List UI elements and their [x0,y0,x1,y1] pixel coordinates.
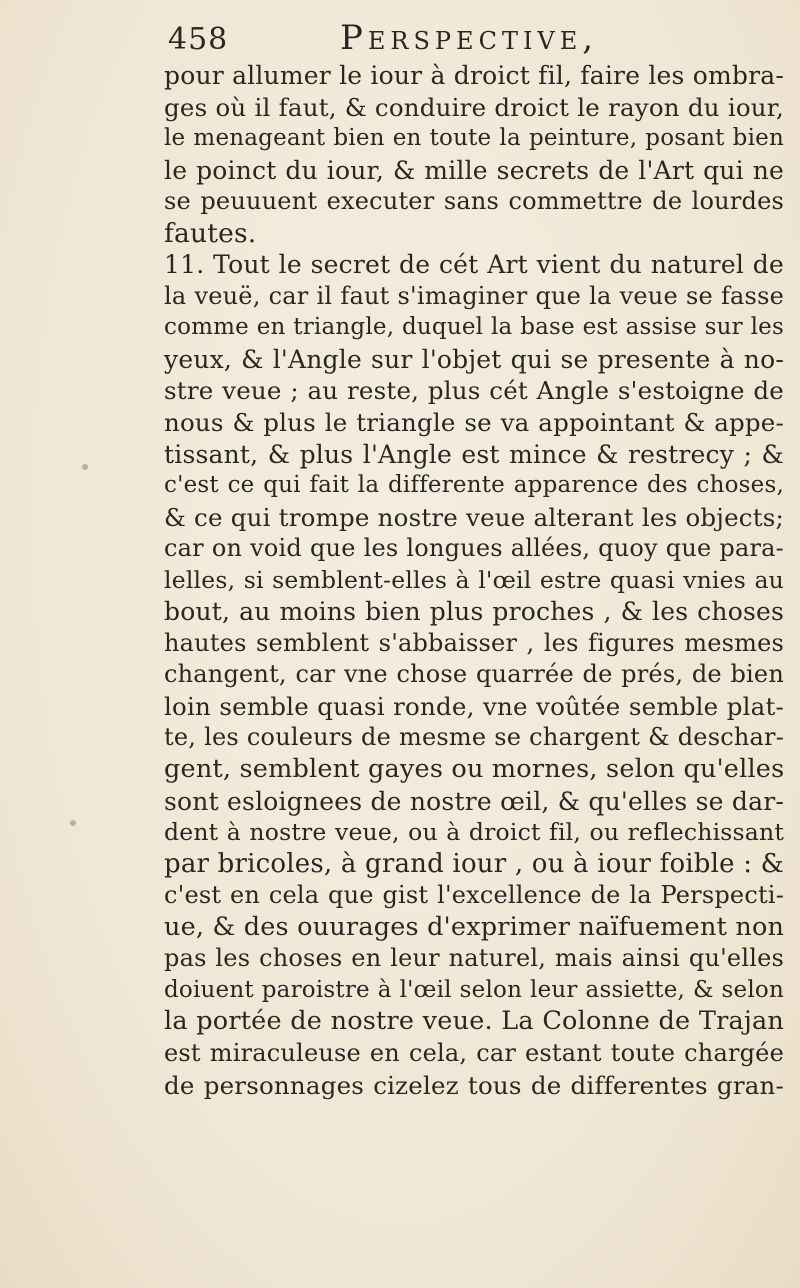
text-line: & ce qui trompe nostre veue alterant les objects; [164,502,784,532]
text-line: loin semble quasi ronde, vne voûtée semble plat- [164,691,784,721]
text-line: de personnages cizelez tous de differentes gran- [164,1070,784,1100]
text-line: te, les couleurs de mesme se chargent & deschar- [164,723,784,752]
text-line: est miraculeuse en cela, car estant toute chargée [164,1038,784,1067]
text-line: la veuë, car il faut s'imaginer que la veue se fasse [164,281,784,310]
text-line: tissant, & plus l'Angle est mince & restrecy ; & [164,439,784,469]
text-line: car on void que les longues allées, quoy que para- [164,534,784,563]
body-text [164,60,784,1101]
text-line: se peuuuent executer sans commettre de lourdes [164,187,784,216]
text-line: doiuent paroistre à l'œil selon leur assiette, & selon [164,976,784,1003]
text-line: comme en triangle, duquel la base est assise sur les [164,314,784,341]
margin-spot [70,820,76,826]
text-line: la portée de nostre veue. La Colonne de Trajan [164,1006,784,1037]
page-header [168,18,768,62]
text-line: changent, car vne chose quarrée de prés, de bien [164,660,784,689]
text-line: c'est ce qui fait la differente apparence des choses, [164,472,784,499]
paragraph-start-line: 11. Tout le secret de cét Art vient du naturel de [164,250,784,280]
text-line: fautes. [164,217,257,249]
text-line: lelles, si semblent-elles à l'œil estre quasi vnies au [164,565,784,594]
text-line: pour allumer le iour à droict fil, faire les ombra- [164,61,784,90]
text-line: le menageant bien en toute la peinture, posant bien [164,125,784,152]
text-line: gent, semblent gayes ou mornes, selon qu'elles [164,754,785,785]
text-line: hautes semblent s'abbaisser , les figures mesmes [164,628,784,657]
text-line: ges où il faut, & conduire droict le rayon du iour, [164,92,784,122]
text-line: par bricoles, à grand iour , ou à iour foible : & [164,848,784,879]
running-head: Perspective, [340,18,599,58]
page-number: 458 [168,22,229,57]
text-line: nous & plus le triangle se va appointant & appe- [164,408,784,438]
text-line: bout, au moins bien plus proches , & les choses [164,597,784,627]
text-line: pas les choses en leur naturel, mais ainsi qu'elles [164,944,784,973]
text-line: stre veue ; au reste, plus cét Angle s'estoigne de [164,376,784,406]
text-line: dent à nostre veue, ou à droict fil, ou reflechissant [164,818,784,847]
text-line: c'est en cela que gist l'excellence de la Perspecti- [164,881,784,910]
text-line: le poinct du iour, & mille secrets de l'Art qui ne [164,155,784,185]
text-line: yeux, & l'Angle sur l'objet qui se presente à no- [164,344,784,374]
text-line: ue, & des ouurages d'exprimer naïfuement non [164,911,785,942]
text-line: sont esloignees de nostre œil, & qu'elles se dar- [164,786,784,816]
margin-spot [82,464,88,470]
